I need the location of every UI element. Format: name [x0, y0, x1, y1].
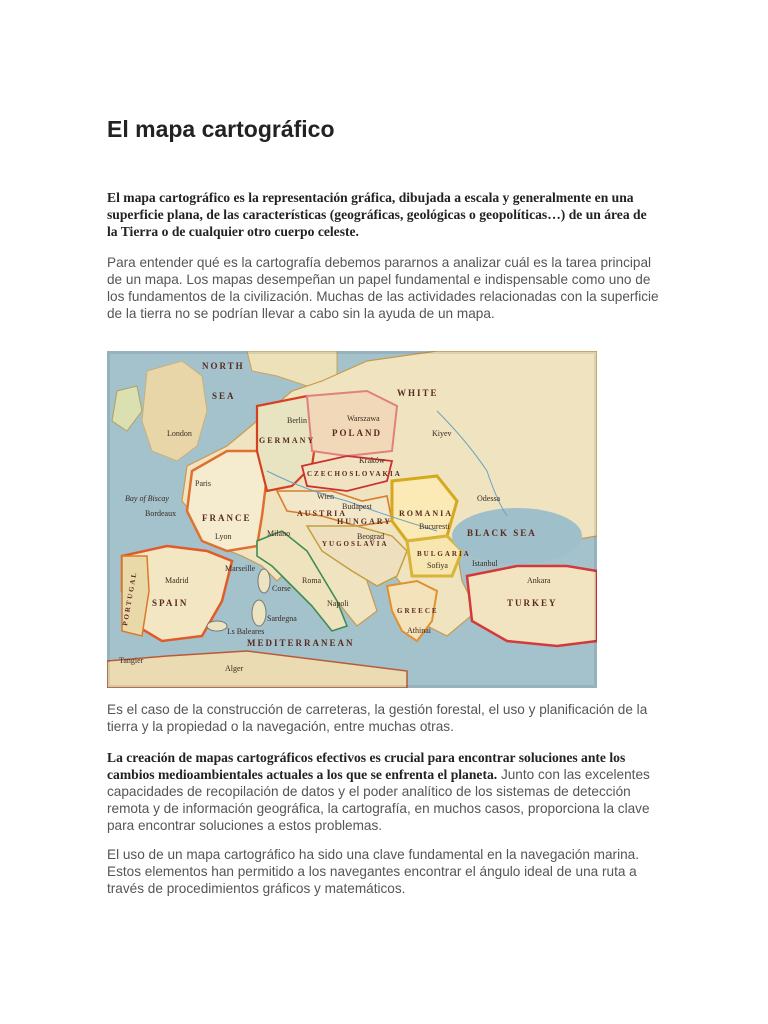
label-sofiya: Sofiya [427, 561, 448, 570]
label-roma: Roma [302, 576, 322, 585]
label-spain: SPAIN [152, 598, 189, 608]
label-warszawa: Warszawa [347, 414, 380, 423]
paragraph-environment-rest: Junto con las excelentes capacidades de recopilación de datos y el poder analítico de los sistemas de detección remota y de información geográfica, la cartografía, en muchos casos, proporciona la clave para encontrar soluciones a estos problemas. [107, 767, 650, 833]
paragraph-navigation: El uso de un mapa cartográfico ha sido una clave fundamental en la navegación marina. Estos elementos han permitido a los navegantes encontrar el ángulo ideal de una ruta a través de procedimientos gráficos y matemáticos. [107, 847, 640, 896]
label-bordeaux: Bordeaux [145, 509, 177, 518]
label-napoli: Napoli [327, 599, 349, 608]
label-london: London [167, 429, 192, 438]
label-alger: Alger [225, 664, 244, 673]
label-lyon: Lyon [215, 532, 232, 541]
lead-paragraph: El mapa cartográfico es la representación gráfica, dibujada a escala y generalmente en una superficie plana, de las características (geográficas, geológicas o geopolíticas…) de un área de la Tierra o de cualquier otro cuerpo celeste. [107, 190, 647, 239]
label-bulgaria: BULGARIA [417, 550, 471, 558]
label-north-sea: NORTH [202, 361, 245, 371]
label-wien: Wien [317, 492, 335, 501]
paragraph-purpose: Para entender qué es la cartografía debemos pararnos a analizar cuál es la tarea principal de un mapa. Los mapas desempeñan un papel fundamental e indispensable como uno de los fundamentos de la civilización. Muchas de las actividades relacionadas con la superficie de la tierra no se podrían llevar a cabo sin la ayuda de un mapa. [107, 255, 659, 321]
page-title: El mapa cartográfico [107, 116, 335, 142]
label-berlin: Berlin [287, 416, 307, 425]
paragraph-environment [107, 749, 659, 834]
label-paris: Paris [195, 479, 211, 488]
label-beograd: Beograd [357, 532, 385, 541]
label-hungary: HUNGARY [337, 517, 393, 526]
label-istanbul: Istanbul [472, 559, 498, 568]
label-odessa: Odessa [477, 494, 501, 503]
label-bay-of-biscay: Bay of Biscay [125, 494, 169, 503]
paragraph-environment-bold: La creación de mapas cartográficos efectivos es crucial para encontrar soluciones ante los cambios medioambientales actuales a los que se enfrenta el planeta. [107, 750, 626, 782]
label-corse: Corse [272, 584, 291, 593]
label-czechoslovakia: CZECHOSLOVAKIA [307, 470, 402, 478]
paragraph-uses: Es el caso de la construcción de carreteras, la gestión forestal, el uso y planificación de la tierra y la propiedad o la navegación, entre muchas otras. [107, 702, 648, 734]
label-ankara: Ankara [527, 576, 551, 585]
label-greece: GREECE [397, 607, 439, 615]
label-athinai: Athinai [407, 626, 431, 635]
label-marseille: Marseille [225, 564, 256, 573]
label-poland: POLAND [332, 428, 382, 438]
label-france: FRANCE [202, 513, 252, 523]
label-sardegna: Sardegna [267, 614, 297, 623]
label-portugal: PORTUGAL [121, 570, 139, 627]
label-milano: Milano [267, 529, 291, 538]
label-turkey: TURKEY [507, 598, 558, 608]
label-krakow: Kraków [359, 456, 385, 465]
label-madrid: Madrid [165, 576, 189, 585]
label-white-russia: WHITE [397, 388, 439, 398]
label-yugoslavia: YUGOSLAVIA [322, 540, 389, 548]
label-budapest: Budapest [342, 502, 372, 511]
europe-map-photo [107, 351, 597, 688]
label-black-sea: BLACK SEA [467, 528, 537, 538]
label-romania: ROMANIA [399, 509, 453, 518]
label-germany: GERMANY [259, 436, 316, 445]
label-mediterranean: MEDITERRANEAN [247, 638, 355, 648]
label-baleares: I.s Baleares [227, 627, 265, 636]
label-tangier: Tangier [119, 656, 144, 665]
label-kiyev: Kiyev [432, 429, 452, 438]
label-austria: AUSTRIA [297, 509, 348, 518]
label-bucuresti: Bucuresti [419, 522, 450, 531]
label-north-sea-2: SEA [212, 391, 236, 401]
